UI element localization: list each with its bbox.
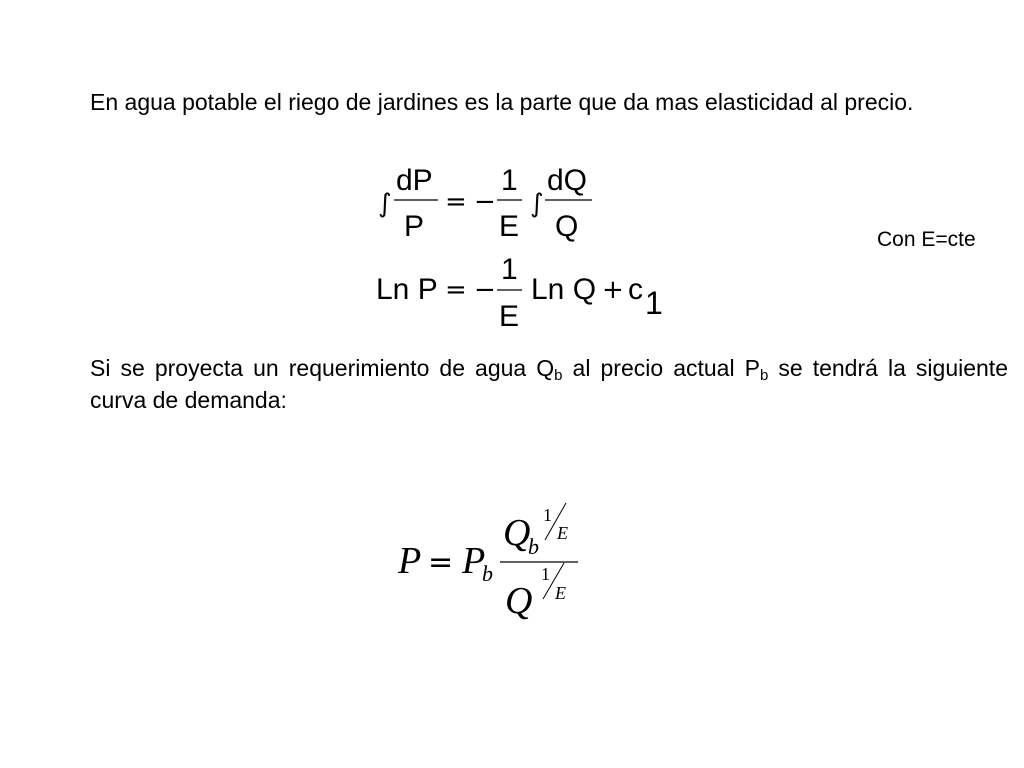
eq1-den-p: P: [404, 210, 425, 243]
eq3-exp2-den: E: [555, 583, 566, 603]
para2-part1: Si se proyecta un requerimiento de agua Q: [90, 355, 555, 381]
eq2-ln-p: Ln P: [376, 273, 438, 306]
eq3-q-num: Q: [503, 512, 531, 554]
eq2-constant: c: [628, 273, 643, 306]
para2-part3: se tendrá la siguiente curva de demanda:: [90, 355, 1008, 413]
eq3-equals: =: [428, 545, 454, 580]
para2-sub-b-p: b: [759, 367, 769, 384]
eq2-plus: +: [602, 275, 624, 305]
eq3-p-sub: b: [482, 561, 493, 586]
eq1-num-dp: dP: [396, 164, 433, 197]
eq2-equals: =: [445, 275, 467, 305]
eq3-q-num-sub: b: [528, 534, 539, 559]
eq3-lhs-p: P: [398, 540, 422, 582]
eq1-den-q: Q: [555, 210, 579, 243]
integral-sign-right: ∫: [530, 189, 544, 219]
note-constant-elasticity: Con E=cte: [877, 228, 976, 251]
eq2-minus: −: [474, 275, 496, 305]
para2-part2: al precio actual P: [562, 355, 760, 381]
eq2-coef-den: E: [499, 300, 520, 333]
eq1-coef-den: E: [499, 210, 520, 243]
eq3-p: P: [462, 540, 486, 582]
eq3-q-den: Q: [505, 580, 533, 622]
eq3-exp2-num: 1: [541, 564, 550, 584]
eq3-exp-den: E: [557, 523, 568, 543]
eq1-num-dq: dQ: [547, 164, 588, 197]
eq1-minus: −: [474, 187, 496, 217]
eq3-exp-num: 1: [543, 505, 552, 525]
eq1-equals: =: [445, 187, 467, 217]
integral-sign-left: ∫: [378, 189, 392, 219]
eq1-coef-num: 1: [501, 164, 518, 197]
paragraph-elasticity: En agua potable el riego de jardines es la parte que da mas elasticidad al precio.: [90, 89, 914, 115]
para2-sub-b-q: b: [554, 367, 563, 384]
eq2-ln-q: Ln Q: [531, 273, 597, 306]
eq2-coef-num: 1: [501, 253, 518, 286]
eq2-constant-sub: 1: [645, 285, 663, 321]
